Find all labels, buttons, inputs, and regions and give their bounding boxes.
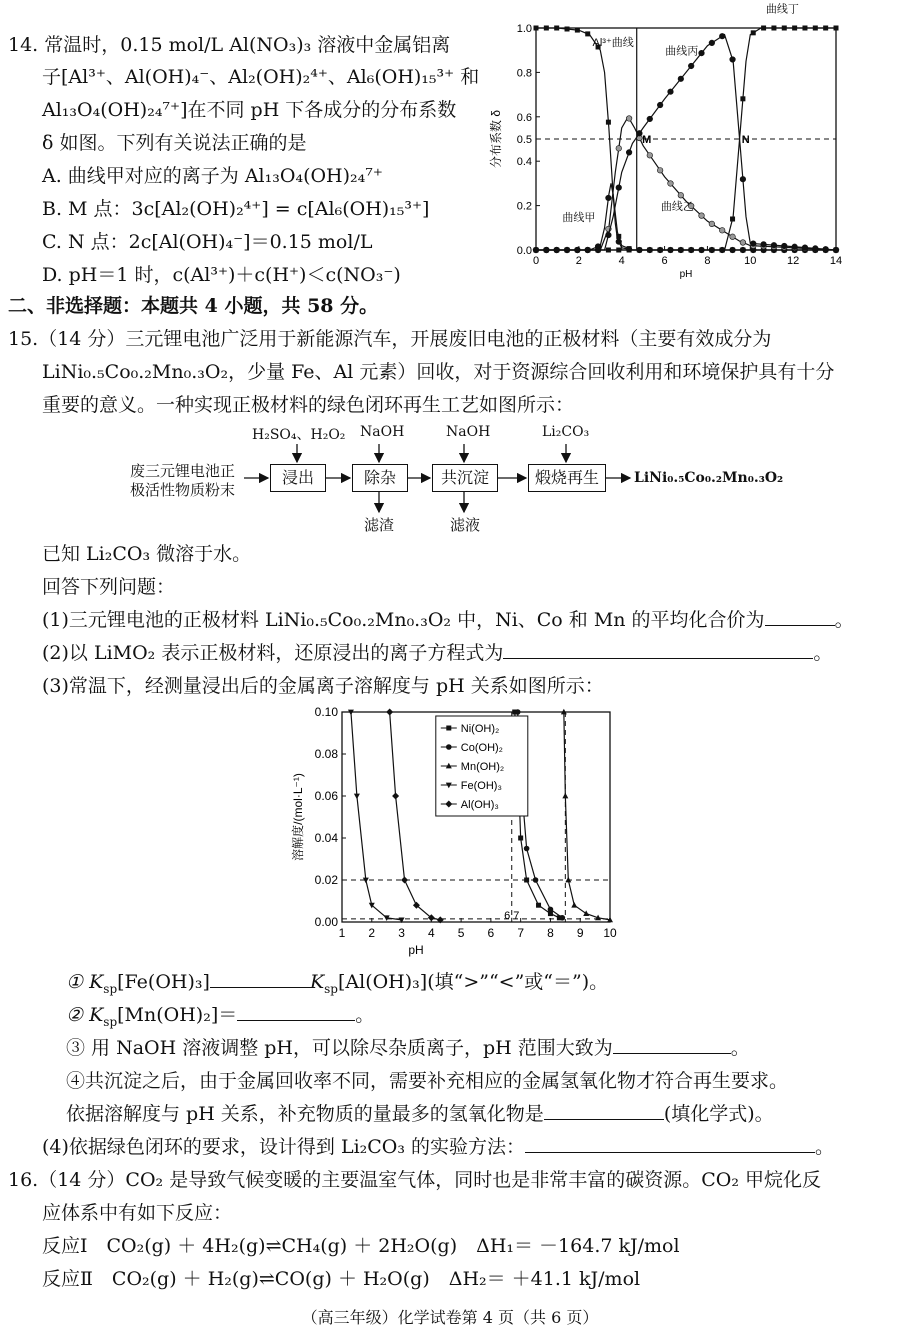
q15-known: 已知 Li₂CO₃ 微溶于水。 — [42, 543, 252, 565]
flow-start-line2: 极活性物质粉末 — [130, 481, 236, 499]
series-line-mn-oh — [564, 712, 610, 920]
y-tick-label: 0.00 — [314, 915, 338, 929]
y-tick-label: 0.02 — [314, 873, 338, 887]
ksp-sub-3: sp — [103, 1014, 118, 1029]
q15-part4-period: 。 — [815, 1136, 835, 1158]
y-tick-label: 0.10 — [314, 705, 338, 719]
data-point-mn-oh — [583, 910, 589, 916]
flow-step-coprecipitation: 共沉淀 — [432, 464, 498, 492]
data-point-ni-oh — [536, 903, 541, 908]
data-point-co-oh — [524, 846, 530, 852]
y-tick-label: 0.04 — [314, 831, 338, 845]
q15-part3: (3)常温下，经测量浸出后的金属离子溶解度与 pH 关系如图所示： — [42, 675, 604, 697]
series-line-al-oh — [390, 712, 441, 920]
q15-sub4-text: 依据溶解度与 pH 关系，补充物质的量最多的氢氧化物是 — [66, 1103, 544, 1125]
q16-reaction-2: 反应Ⅱ CO₂(g) ＋ H₂(g)⇌CO(g) ＋ H₂O(g) ΔH₂＝ ＋41.1 kJ/mol — [42, 1268, 641, 1290]
x-tick-label: 8 — [704, 255, 711, 267]
y-axis-label: 溶解度/(mol·L⁻¹) — [291, 773, 305, 861]
q15-part4 — [42, 1134, 834, 1160]
q15-part4-blank[interactable] — [525, 1134, 815, 1153]
q15-part1-period: 。 — [834, 609, 854, 631]
q14-stem-line1: 14. 常温时，0.15 mol/L Al(NO₃)₃ 溶液中金属铝离 — [8, 34, 451, 56]
data-point-mn-oh — [562, 793, 568, 799]
data-point-ni-oh — [524, 878, 529, 883]
series-label-5: 曲线丁 — [765, 3, 799, 16]
q15-sub3-blank[interactable] — [613, 1035, 731, 1054]
ksp-k-1: ① K — [66, 971, 104, 993]
legend-label: Co(OH)₂ — [460, 742, 503, 754]
series-label-2: 曲线甲 — [562, 212, 596, 225]
q15-part2-blank[interactable] — [503, 640, 813, 659]
flow-reagent-1: H₂SO₄、H₂O₂ — [252, 427, 346, 443]
ksp-k-3: ② K — [66, 1004, 104, 1026]
x-tick-label: 12 — [787, 255, 800, 267]
x-tick-label: 8 — [547, 926, 554, 940]
q15-sub3-period: 。 — [730, 1037, 750, 1059]
x-tick-label: 0 — [532, 255, 540, 267]
q15-sub2 — [66, 1002, 374, 1035]
series-line-fe-oh — [351, 712, 402, 920]
q15-sub4-tail: (填化学式)。 — [663, 1103, 774, 1125]
ph-label-6-7: 6.7 — [504, 910, 520, 922]
ksp-fe-label: [Fe(OH)₃] — [117, 971, 210, 993]
x-tick-label: 5 — [457, 926, 465, 940]
q15-sub2-blank[interactable] — [237, 1002, 355, 1021]
flow-reagent-3: NaOH — [446, 424, 491, 440]
x-tick-label: 10 — [603, 926, 617, 940]
q15-part4-text: (4)依据绿色闭环的要求，设计得到 Li₂CO₃ 的实验方法： — [42, 1136, 526, 1158]
x-tick-label: 7 — [517, 926, 525, 940]
legend-label: Al(OH)₃ — [460, 799, 499, 811]
x-tick-label: 4 — [618, 255, 625, 267]
x-tick-label: 3 — [398, 926, 405, 940]
q15-sub4-line1: ④共沉淀之后，由于金属回收率不同，需要补充相应的金属氢氧化物才符合再生要求。 — [66, 1070, 789, 1092]
x-tick-label: 10 — [744, 255, 757, 267]
q15-sub4-line2 — [66, 1101, 774, 1127]
y-tick-label: 0.6 — [516, 111, 532, 124]
q15-sub1-blank[interactable] — [210, 969, 310, 988]
q15-stem-line3: 重要的意义。一种实现正极材料的绿色闭环再生工艺如图所示： — [42, 394, 575, 416]
q16-stem-line1: 16.（14 分）CO₂ 是导致气候变暖的主要温室气体，同时也是非常丰富的碳资源。CO₂ 甲烷化反 — [8, 1169, 821, 1191]
q14-option-b: B. M 点：3c[Al₂(OH)₂⁴⁺] = c[Al₆(OH)₁₅³⁺] — [42, 198, 430, 220]
series-label-4: 曲线丙 — [665, 45, 699, 58]
y-axis-label: 分布系数 δ — [489, 109, 503, 169]
flow-reagent-2: NaOH — [360, 424, 405, 440]
flow-step-leaching: 浸出 — [270, 464, 326, 492]
y-tick-label: 0.4 — [516, 156, 532, 169]
legend-marker — [446, 726, 451, 731]
q14-option-c: C. N 点：2c[Al(OH)₄⁻]＝0.15 mol/L — [42, 231, 373, 253]
series-label-3: 曲线乙 — [660, 201, 694, 214]
data-point-al-oh — [401, 877, 408, 884]
y-tick-label: 1.0 — [516, 23, 532, 35]
x-tick-label: 1 — [338, 926, 346, 940]
data-point-al-oh — [392, 793, 399, 800]
q14-stem-line4: δ 如图。下列有关说法正确的是 — [42, 132, 307, 154]
flow-start-line1: 废三元锂电池正 — [130, 462, 236, 480]
data-point-ni-oh — [518, 836, 523, 841]
data-point-co-oh — [560, 915, 566, 921]
q16-reaction-1: 反应Ⅰ CO₂(g) ＋ 4H₂(g)⇌CH₄(g) ＋ 2H₂O(g) ΔH₁＝ －164.7 kJ/mol — [42, 1235, 680, 1257]
legend-label: Ni(OH)₂ — [460, 723, 500, 735]
data-point-al-oh — [386, 709, 393, 716]
q15-part2-period: 。 — [813, 642, 833, 664]
x-tick-label: 2 — [368, 926, 376, 940]
legend-label: Mn(OH)₂ — [460, 761, 505, 773]
x-tick-label: 2 — [575, 255, 582, 267]
q15-part2 — [42, 640, 832, 666]
x-tick-label: 4 — [427, 926, 435, 940]
x-axis-label: pH — [408, 943, 424, 957]
point-label-m: M — [642, 134, 652, 146]
data-point-co-oh — [533, 877, 539, 883]
y-tick-label: 0.08 — [314, 747, 338, 761]
x-tick-label: 6 — [661, 255, 668, 267]
q14-option-d: D. pH＝1 时，c(Al³⁺)＋c(H⁺)＜c(NO₃⁻) — [42, 264, 401, 286]
q14-option-a: A. 曲线甲对应的离子为 Al₁₃O₄(OH)₂₄⁷⁺ — [42, 165, 383, 187]
y-tick-label: 0.0 — [516, 245, 532, 257]
legend-label: Fe(OH)₃ — [460, 780, 502, 792]
q15-part2-text: (2)以 LiMO₂ 表示正极材料，还原浸出的离子方程式为 — [42, 642, 504, 664]
y-tick-label: 0.5 — [516, 134, 532, 146]
flow-arrows — [0, 0, 900, 560]
q16-stem-line2: 应体系中有如下反应： — [42, 1202, 233, 1224]
q15-stem-line1: 15.（14 分）三元锂电池广泛用于新能源汽车，开展废旧电池的正极材料（主要有效成分为 — [8, 328, 772, 350]
solubility-chart — [290, 702, 630, 960]
y-tick-label: 0.2 — [516, 200, 532, 213]
q15-stem-line2: LiNi₀.₅Co₀.₂Mn₀.₃O₂，少量 Fe、Al 元素）回收，对于资源综合回收利用和环境保护具有十分 — [42, 361, 835, 383]
flow-product: LiNi₀.₅Co₀.₂Mn₀.₃O₂ — [634, 470, 784, 486]
q14-stem-line3: Al₁₃O₄(OH)₂₄⁷⁺]在不同 pH 下各成分的分布系数 — [42, 99, 457, 121]
section-heading: 二、非选择题：本题共 4 小题，共 58 分。 — [8, 295, 379, 317]
q15-answer-prompt: 回答下列问题： — [42, 576, 176, 598]
q15-sub3-text: ③ 用 NaOH 溶液调整 pH，可以除尽杂质离子，pH 范围大致为 — [66, 1037, 613, 1059]
ksp-sub-1: sp — [103, 981, 118, 996]
ksp-k-2: K — [309, 971, 325, 993]
x-tick-label: 6 — [487, 926, 495, 940]
q15-part1 — [42, 607, 854, 633]
flow-output-filtrate: 滤液 — [450, 516, 481, 534]
q15-sub2-period: 。 — [355, 1004, 375, 1026]
flow-step-calcination: 煅烧再生 — [528, 464, 606, 492]
x-tick-label: 9 — [576, 926, 584, 940]
data-point-co-oh — [515, 709, 521, 715]
page-footer: （高三年级）化学试卷第 4 页（共 6 页） — [301, 1308, 599, 1327]
q15-sub4-blank[interactable] — [544, 1101, 664, 1120]
q14-stem-line2: 子[Al³⁺、Al(OH)₄⁻、Al₂(OH)₂⁴⁺、Al₆(OH)₁₅³⁺ 和 — [42, 66, 480, 88]
y-tick-label: 0.8 — [516, 67, 532, 80]
ksp-al-label: [Al(OH)₃](填“>”“<”或“＝”)。 — [337, 971, 609, 993]
flow-reagent-4: Li₂CO₃ — [542, 424, 590, 440]
q15-part1-text: (1)三元锂电池的正极材料 LiNi₀.₅Co₀.₂Mn₀.₃O₂ 中，Ni、Co 和 Mn 的平均化合价为 — [42, 609, 765, 631]
flow-step-purification: 除杂 — [352, 464, 408, 492]
x-axis-label: pH — [679, 269, 693, 280]
legend-marker — [446, 744, 452, 750]
data-point-fe-oh — [354, 794, 360, 800]
y-tick-label: 0.06 — [314, 789, 338, 803]
ksp-sub-2: sp — [324, 981, 338, 996]
point-label-n: N — [741, 134, 750, 146]
data-point-co-oh — [548, 907, 554, 913]
ksp-mn-label: [Mn(OH)₂]＝ — [117, 1004, 238, 1026]
q15-part1-blank[interactable] — [765, 607, 835, 626]
x-tick-label: 14 — [829, 255, 843, 267]
flow-output-residue: 滤渣 — [364, 516, 395, 534]
series-label-1: Al³⁺曲线 — [592, 36, 634, 49]
q15-sub1 — [66, 969, 608, 1002]
q15-sub3 — [66, 1035, 750, 1061]
data-point-mn-oh — [571, 902, 577, 908]
